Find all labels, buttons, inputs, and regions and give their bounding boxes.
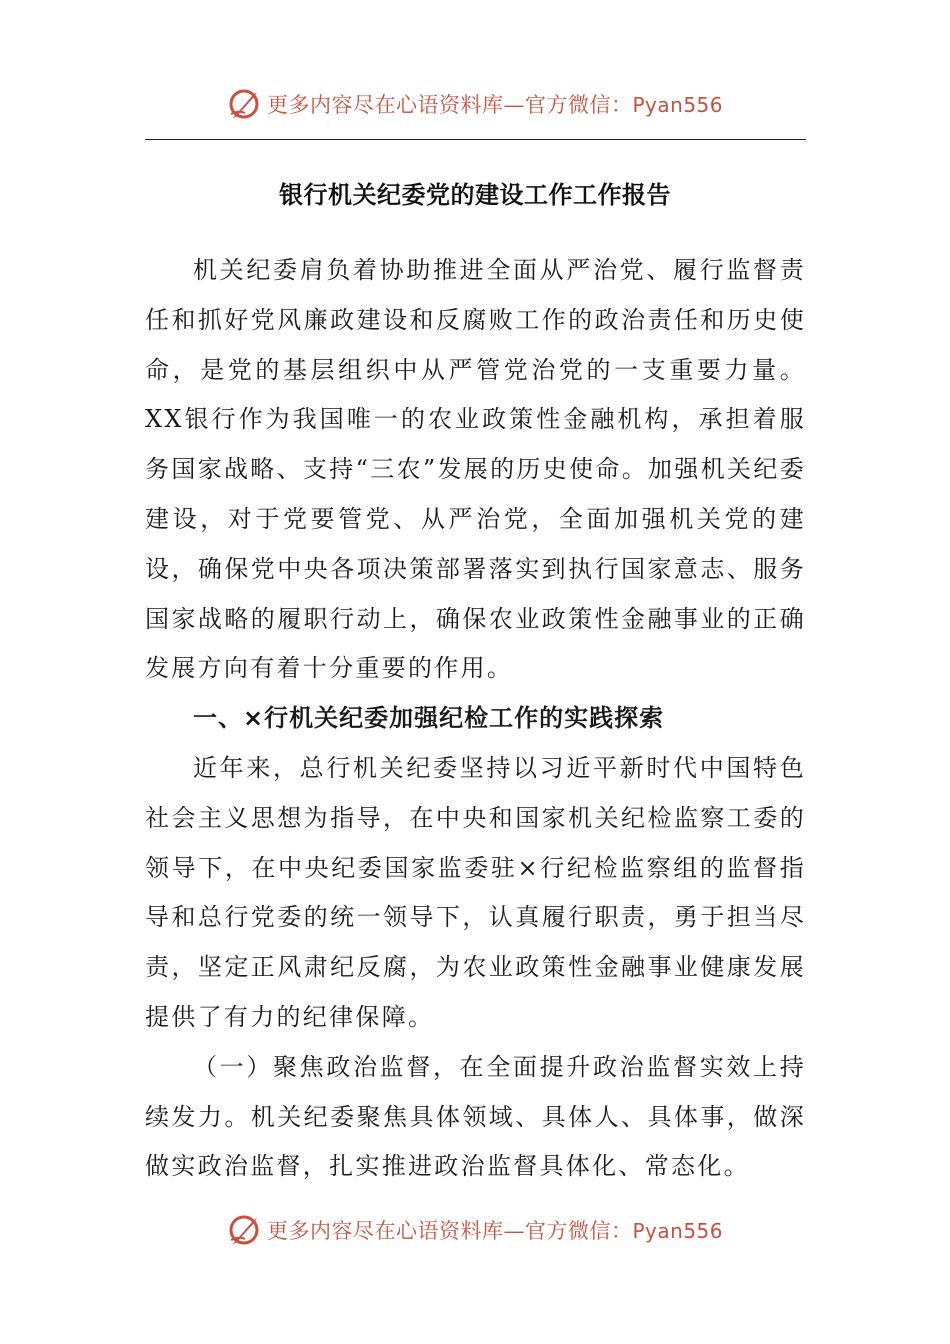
banner-wechat-id: Pyan556 <box>632 1219 723 1243</box>
quill-logo-icon <box>227 87 261 121</box>
banner-text: 更多内容尽在心语资料库—官方微信：Pyan556 <box>266 1219 723 1243</box>
document-title: 银行机关纪委党的建设工作工作报告 <box>279 181 671 209</box>
paragraph-intro: 机关纪委肩负着协助推进全面从严治党、履行监督责任和抓好党风廉政建设和反腐败工作的政治责任和历史使命，是党的基层组织中从严管党治党的一支重要力量。XX银行作为我国唯一的农业政策性金融机构，承担着服务国家战略、支持“三农”发展的历史使命。加强机关纪委建设，对于党要管党、从严治党，全面加强机关党的建设，确保党中央各项决策部署落实到执行国家意志、服务国家战略的履职行动上，确保农业政策性金融事业的正确发展方向有着十分重要的作用。 <box>145 256 806 683</box>
document-body <box>145 246 806 1192</box>
quill-logo-icon <box>227 1213 261 1247</box>
section-heading-1: 一、×行机关纪委加强纪检工作的实践探索 <box>193 704 665 733</box>
paragraph-subsection-1: （一）聚焦政治监督，在全面提升政治监督实效上持续发力。机关纪委聚焦具体领域、具体人、具体事，做深做实政治监督，扎实推进政治监督具体化、常态化。 <box>145 1052 806 1181</box>
footer-banner <box>0 1210 950 1250</box>
header-banner <box>0 84 950 124</box>
banner-wechat-id: Pyan556 <box>632 93 723 117</box>
paragraph-section-1: 近年来，总行机关纪委坚持以习近平新时代中国特色社会主义思想为指导，在中央和国家机关纪检监察工委的领导下，在中央纪委国家监委驻×行纪检监察组的监督指导和总行党委的统一领导下，认真履行职责，勇于担当尽责，坚定正风肃纪反腐，为农业政策性金融事业健康发展提供了有力的纪律保障。 <box>145 753 806 1031</box>
header-divider <box>145 139 806 140</box>
banner-text: 更多内容尽在心语资料库—官方微信：Pyan556 <box>266 93 723 117</box>
